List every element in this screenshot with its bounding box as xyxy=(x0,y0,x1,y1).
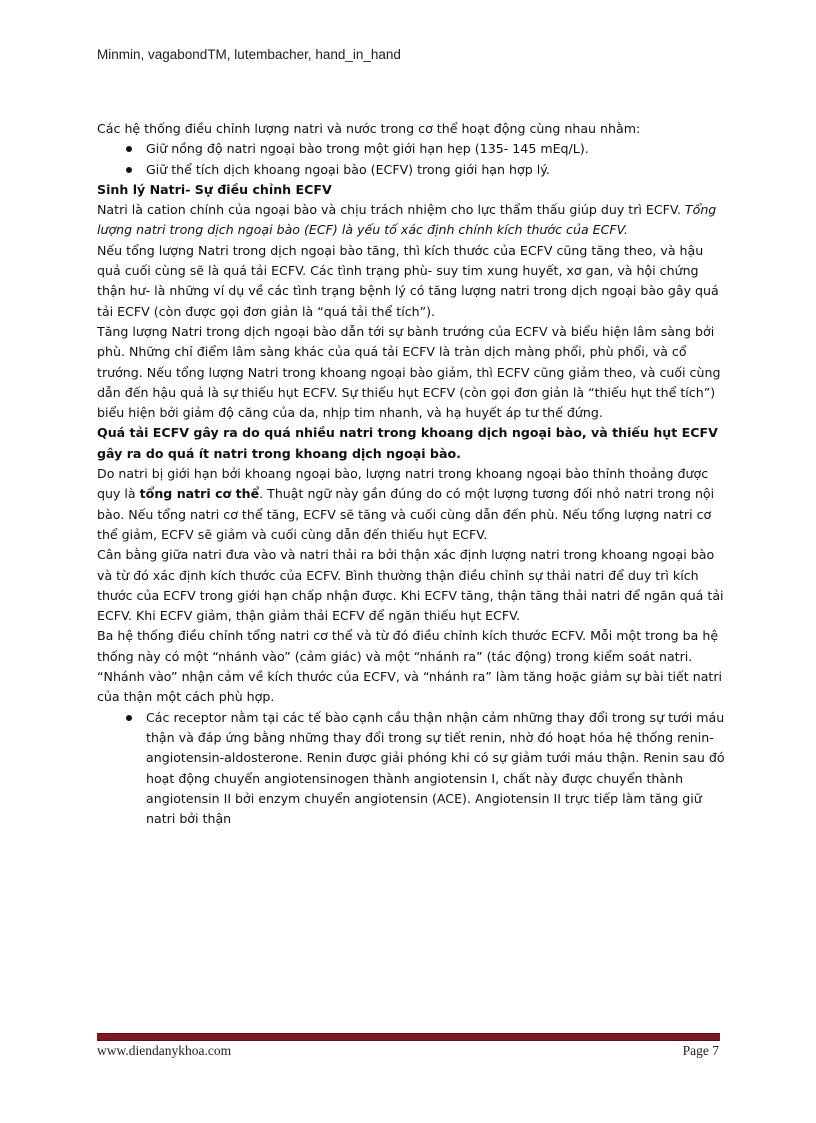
list-item: Giữ thể tích dịch khoang ngoại bào (ECFV) trong giới hạn hợp lý. xyxy=(119,160,727,180)
paragraph-4-bold: tổng natri cơ thể xyxy=(139,486,260,502)
footer-website: www.diendanykhoa.com xyxy=(97,1043,232,1058)
paragraph-1-italic: Tổng lượng natri trong dịch ngoại bào (ECF) là yếu tố xác định chính kích thước của ECFV. xyxy=(97,202,717,238)
page-header: Minmin, vagabondTM, lutembacher, hand_in_hand xyxy=(97,47,401,62)
footer-rule xyxy=(97,1033,720,1041)
paragraph-3: Tăng lượng Natri trong dịch ngoại bào dẫn tới sự bành trướng của ECFV và biểu hiện lâm sàng bởi phù. Những chỉ điểm lâm sàng khác của quá tải ECFV là tràn dịch màng phổi, phù phổi, và cổ trướng. Nếu tổng lượng Natri trong khoang ngoại bào giảm, thì ECFV cũng giảm theo, và cuối cùng dẫn đến hậu quả là sự thiếu hụt ECFV. Sự thiếu hụt ECFV (còn gọi đơn giản là “thiếu hụt thể tích”) biểu hiện bởi giảm độ căng của da, nhịp tim nhanh, và hạ huyết áp tư thế đứng. xyxy=(97,323,721,421)
page-number: Page 7 xyxy=(682,1043,719,1058)
paragraph-4-post: . Thuật ngữ này gần đúng do có một lượng tương đối nhỏ natri trong nội bào. Nếu tổng natri cơ thể tăng, ECFV sẽ tăng và cuối cùng dẫn đến phù. Nếu tổng lượng natri cơ thể giảm, ECFV sẽ giảm và cuối cùng dẫn đến thiếu hụt ECFV. xyxy=(97,486,715,542)
document-body xyxy=(97,119,727,829)
list-item: Giữ nồng độ natri ngoại bào trong một giới hạn hẹp (135- 145 mEq/L). xyxy=(119,139,727,159)
bold-statement: Quá tải ECFV gây ra do quá nhiều natri trong khoang dịch ngoại bào, và thiếu hụt ECFV gây ra do quá ít natri trong khoang dịch ngoại bào. xyxy=(97,425,718,461)
paragraph-6: Ba hệ thống điều chỉnh tổng natri cơ thể và từ đó điều chỉnh kích thước ECFV. Mỗi một trong ba hệ thống này có một “nhánh vào” (cảm giác) và một “nhánh ra” (tác động) trong kiểm soát natri. “Nhánh vào” nhận cảm về kích thước của ECFV, và “nhánh ra” làm tăng hoặc giảm sự bài tiết natri của thận một cách phù hợp. xyxy=(97,628,723,705)
paragraph-4 xyxy=(97,464,727,545)
goals-list xyxy=(97,139,727,180)
list-item: Các receptor nằm tại các tế bào cạnh cầu thận nhận cảm những thay đổi trong sự tưới máu thận và đáp ứng bằng những thay đổi trong sự tiết renin, nhờ đó hoạt hóa hệ thống renin-angiotensin-aldosterone. Renin được giải phóng khi có sự giảm tưới máu thận. Renin sau đó hoạt động chuyển angiotensinogen thành angiotensin I, chất này được chuyển thành angiotensin II bởi enzym chuyển angiotensin (ACE). Angiotensin II trực tiếp làm tăng giữ natri bởi thận xyxy=(119,708,727,830)
section-heading: Sinh lý Natri- Sự điều chỉnh ECFV xyxy=(97,181,332,197)
paragraph-5: Cân bằng giữa natri đưa vào và natri thải ra bởi thận xác định lượng natri trong khoang ngoại bào và từ đó xác định kích thước của ECFV. Bình thường thận điều chỉnh sự thải natri để duy trì kích thước của ECFV trong giới hạn chấp nhận được. Khi ECFV tăng, thận tăng thải natri để ngăn quá tải ECFV. Khi ECFV giảm, thận giảm thải ECFV để ngăn thiếu hụt ECFV. xyxy=(97,547,724,624)
paragraph-2: Nếu tổng lượng Natri trong dịch ngoại bào tăng, thì kích thước của ECFV cũng tăng theo, và hậu quả cuối cùng sẽ là quá tải ECFV. Các tình trạng phù- suy tim xung huyết, xơ gan, và hội chứng thận hư- là những ví dụ về các tình trạng bệnh lý có tăng lượng natri trong dịch ngoại bào gây quá tải ECFV (còn được gọi đơn giản là “quá tải thể tích”). xyxy=(97,242,719,319)
intro-paragraph: Các hệ thống điều chỉnh lượng natri và nước trong cơ thể hoạt động cùng nhau nhằm: xyxy=(97,121,641,136)
systems-list xyxy=(97,708,727,830)
paragraph-4-pre: Do natri bị giới hạn bởi khoang ngoại bào, lượng natri trong khoang ngoại bào thỉnh thoảng được quy là xyxy=(97,466,709,502)
paragraph-1-text: Natri là cation chính của ngoại bào và chịu trách nhiệm cho lực thẩm thấu giúp duy trì ECFV. xyxy=(97,202,685,218)
paragraph-1 xyxy=(97,200,727,241)
